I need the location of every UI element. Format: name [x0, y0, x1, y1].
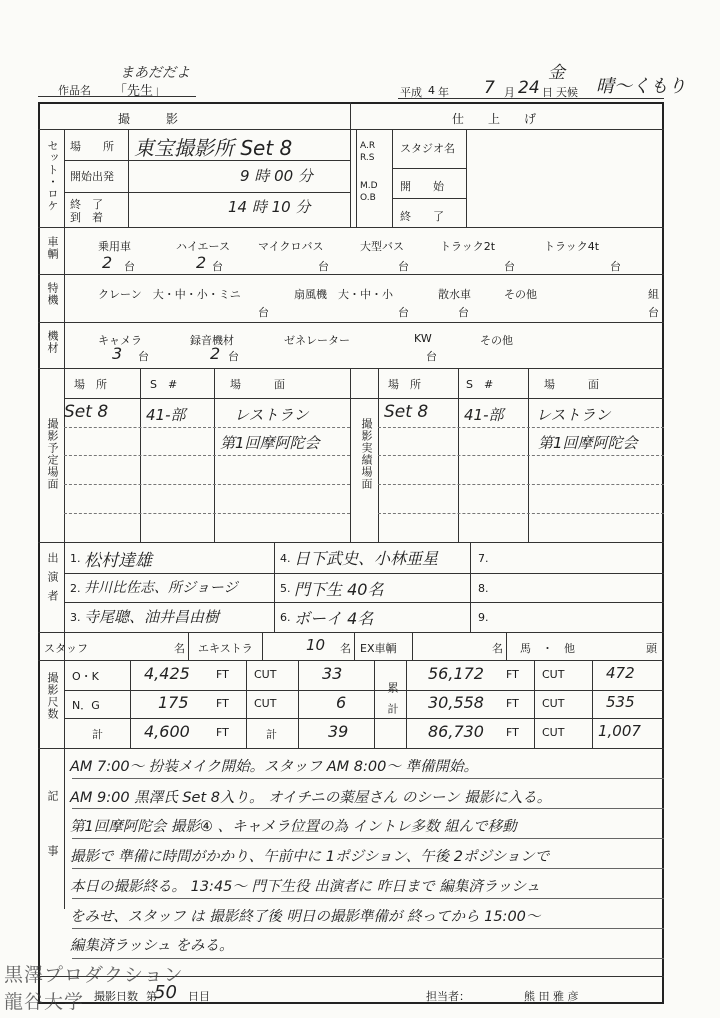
footage-side: 撮影尺数: [46, 672, 59, 720]
cumulative-side: 累計: [386, 682, 399, 724]
footage-ng-cut: 6: [336, 693, 347, 712]
cum-ng-ft: 30,558: [428, 693, 484, 712]
actual-col-scene: 場 面: [544, 378, 599, 391]
cum-cut-label-1: CUT: [542, 668, 565, 681]
cum-ok-ft: 56,172: [428, 664, 484, 683]
cast-3-name: 寺尾聰、油井昌由樹: [84, 608, 220, 626]
title-ruby: まあだだよ: [120, 65, 190, 81]
memo-line-3: 第1回摩阿陀会 撮影④ 、キャメラ位置の為 イントレ多数 組んで移動: [70, 819, 517, 835]
set-side-label: セット・ロケ: [46, 140, 59, 212]
cast-5-name: 門下生 40名: [294, 580, 384, 599]
cast-1-name: 松村達雄: [84, 551, 152, 571]
actual-s: 41-部: [464, 406, 504, 424]
vehicle-6-name: トラック4t: [544, 240, 600, 253]
footage-ok-label: O・K: [72, 670, 99, 683]
planned-side: 撮影予定場面: [46, 418, 59, 490]
staff-label: スタッフ: [44, 642, 88, 655]
planned-place: Set 8: [64, 402, 109, 422]
cast-4-name: 日下武史、小林亜星: [294, 549, 439, 568]
special-water: 散水車: [438, 288, 471, 301]
md-ob: M.D O.B: [360, 181, 378, 203]
actual-col-place: 場 所: [388, 378, 421, 391]
ex-vehicle-label: EX車輌: [360, 642, 397, 655]
vehicle-1-count: 2: [102, 253, 113, 272]
special-side: 特機: [46, 282, 59, 306]
actual-side: 撮影実績場面: [360, 418, 373, 490]
ar-rs: A.R R.S: [360, 141, 376, 163]
vehicle-4-unit: 台: [398, 260, 409, 273]
cum-total-ft: 86,730: [428, 722, 484, 741]
end-label: 終 了 到 着: [70, 198, 103, 224]
vehicle-2-count: 2: [196, 253, 207, 272]
staff-mei: 名: [174, 642, 185, 655]
person-name: 熊 田 雅 彦: [524, 990, 579, 1003]
date-day: 24: [518, 78, 540, 98]
vehicle-1-unit: 台: [124, 260, 135, 273]
equip-generator: ゼネレーター: [284, 334, 350, 347]
watermark-line-1: 黒澤プロダクション: [4, 964, 184, 986]
planned-col-place: 場 所: [74, 378, 107, 391]
equip-other: その他: [480, 334, 513, 347]
equip-camera-unit: 台: [138, 350, 149, 363]
kei-label: 計: [266, 728, 277, 741]
planned-scene-2: 第1回摩阿陀会: [220, 434, 320, 452]
ft-unit-2: FT: [216, 697, 229, 710]
start-label: 開始出発: [70, 170, 114, 183]
footage-ok-ft: 4,425: [144, 664, 190, 683]
footage-total-cut: 39: [328, 722, 349, 741]
cum-ng-cut: 535: [606, 693, 635, 711]
vehicle-2-unit: 台: [212, 260, 223, 273]
special-crane: クレーン 大・中・小・ミニ: [98, 288, 241, 301]
studio-label: スタジオ名: [400, 142, 455, 155]
finish-begin-label: 開 始: [400, 180, 444, 193]
title-value: 「先生」: [114, 84, 167, 99]
ex-mei: 名: [492, 642, 503, 655]
equip-camera: キャメラ: [98, 334, 142, 347]
watermark-line-2: 龍谷大学: [4, 991, 85, 1013]
footage-ok-cut: 33: [322, 664, 343, 683]
weather-value: 晴〜くもり: [596, 76, 686, 97]
cut-label-1: CUT: [254, 668, 277, 681]
vehicle-1-name: 乗用車: [98, 240, 131, 253]
planned-col-s: S #: [150, 378, 178, 391]
date-weekday: 金: [548, 63, 565, 83]
cut-label-2: CUT: [254, 697, 277, 710]
special-crane-unit: 台: [258, 306, 269, 319]
footage-total-ft: 4,600: [144, 722, 190, 741]
cast-3-no: 3.: [70, 611, 81, 624]
vehicle-4-name: 大型バス: [360, 240, 404, 253]
cum-ok-cut: 472: [606, 664, 635, 682]
title-label: 作品名: [58, 84, 91, 97]
section-finishing: 仕 上 げ: [452, 112, 537, 126]
vehicle-2-name: ハイエース: [176, 240, 231, 253]
cast-2-no: 2.: [70, 582, 81, 595]
cum-cut-label-3: CUT: [542, 726, 565, 739]
days-dai: 第: [146, 990, 157, 1003]
actual-place: Set 8: [384, 402, 429, 422]
vehicle-3-unit: 台: [318, 260, 329, 273]
head-label: 頭: [646, 642, 657, 655]
date-year: 4: [428, 84, 435, 97]
memo-line-6: をみせ、スタッフ は 撮影終了後 明日の撮影準備が 終ってから 15:00〜: [70, 909, 541, 925]
cast-6-name: ボーイ 4名: [294, 609, 374, 628]
extra-count: 10: [306, 636, 326, 654]
date-era: 平成: [400, 86, 422, 99]
planned-col-scene: 場 面: [230, 378, 285, 391]
weather-label: 天候: [556, 86, 578, 99]
special-fan: 扇風機 大・中・小: [294, 288, 393, 301]
section-shooting: 撮 影: [118, 112, 179, 126]
cum-ft-unit-1: FT: [506, 668, 519, 681]
cum-ft-unit-3: FT: [506, 726, 519, 739]
equip-camera-count: 3: [112, 344, 123, 363]
footage-total-label: 計: [92, 728, 103, 741]
memo-line-5: 本日の撮影終る。 13:45〜 門下生役 出演者に 昨日まで 編集済ラッシュ: [70, 879, 541, 895]
memo-line-7: 編集済ラッシュ をみる。: [70, 938, 234, 954]
cast-7-no: 7.: [478, 552, 489, 565]
footage-ng-label: N．G: [72, 699, 100, 712]
planned-scene-1: レストラン: [234, 406, 309, 424]
cast-1-no: 1.: [70, 552, 81, 565]
footage-ng-ft: 175: [158, 693, 189, 712]
extra-mei: 名: [340, 642, 351, 655]
special-fan-unit: 台: [398, 306, 409, 319]
equip-sound-count: 2: [210, 344, 221, 363]
cast-4-no: 4.: [280, 552, 291, 565]
date-year-unit: 年: [438, 86, 449, 99]
planned-s: 41-部: [146, 406, 186, 424]
equip-kw: KW: [414, 332, 432, 345]
days-value: 50: [154, 982, 177, 1003]
cast-side: 出演者: [46, 552, 59, 609]
equip-kw-unit: 台: [426, 350, 437, 363]
vehicles-side: 車輌: [46, 236, 59, 260]
cast-2-name: 井川比佐志、所ジョージ: [84, 580, 238, 596]
finish-end-label: 終 了: [400, 210, 444, 223]
actual-scene-2: 第1回摩阿陀会: [538, 434, 638, 452]
special-group: 組 台: [648, 288, 659, 319]
cum-ft-unit-2: FT: [506, 697, 519, 710]
vehicle-6-unit: 台: [610, 260, 621, 273]
person-label: 担当者：: [426, 990, 470, 1003]
cast-6-no: 6.: [280, 611, 291, 624]
actual-col-s: S #: [466, 378, 494, 391]
date-day-unit: 日: [542, 86, 553, 99]
date-month-unit: 月: [504, 86, 515, 99]
equip-sound: 録音機材: [190, 334, 234, 347]
special-water-unit: 台: [458, 306, 469, 319]
memo-line-4: 撮影で 準備に時間がかかり、午前中に 1ポジション、午後 2ポジションで: [70, 849, 550, 865]
vehicle-5-name: トラック2t: [440, 240, 496, 253]
days-unit: 日目: [188, 990, 210, 1003]
memo-line-2: AM 9:00 黒澤氏 Set 8入り。 オイチニの薬屋さん のシーン 撮影に入る。: [70, 790, 552, 806]
ft-unit-3: FT: [216, 726, 229, 739]
days-label: 撮影日数: [94, 990, 138, 1003]
vehicle-3-name: マイクロバス: [258, 240, 324, 253]
actual-scene-1: レストラン: [536, 406, 611, 424]
cast-5-no: 5.: [280, 582, 291, 595]
ft-unit-1: FT: [216, 668, 229, 681]
equipment-side: 機材: [46, 330, 59, 354]
cast-9-no: 9.: [478, 611, 489, 624]
memo-side: 記事: [46, 790, 59, 900]
end-value: 14 時 10 分: [228, 198, 311, 216]
place-value: 東宝撮影所 Set 8: [134, 136, 293, 160]
extra-label: エキストラ: [198, 642, 253, 655]
date-month: 7: [484, 78, 495, 98]
equip-sound-unit: 台: [228, 350, 239, 363]
memo-line-1: AM 7:00〜 扮装メイク開始。スタッフ AM 8:00〜 準備開始。: [70, 759, 478, 775]
cum-total-cut: 1,007: [598, 722, 641, 740]
horse-label: 馬 ・ 他: [520, 642, 575, 655]
start-value: 9 時 00 分: [240, 167, 313, 185]
cast-8-no: 8.: [478, 582, 489, 595]
cum-cut-label-2: CUT: [542, 697, 565, 710]
special-other: その他: [504, 288, 537, 301]
vehicle-5-unit: 台: [504, 260, 515, 273]
place-label: 場 所: [70, 140, 114, 153]
